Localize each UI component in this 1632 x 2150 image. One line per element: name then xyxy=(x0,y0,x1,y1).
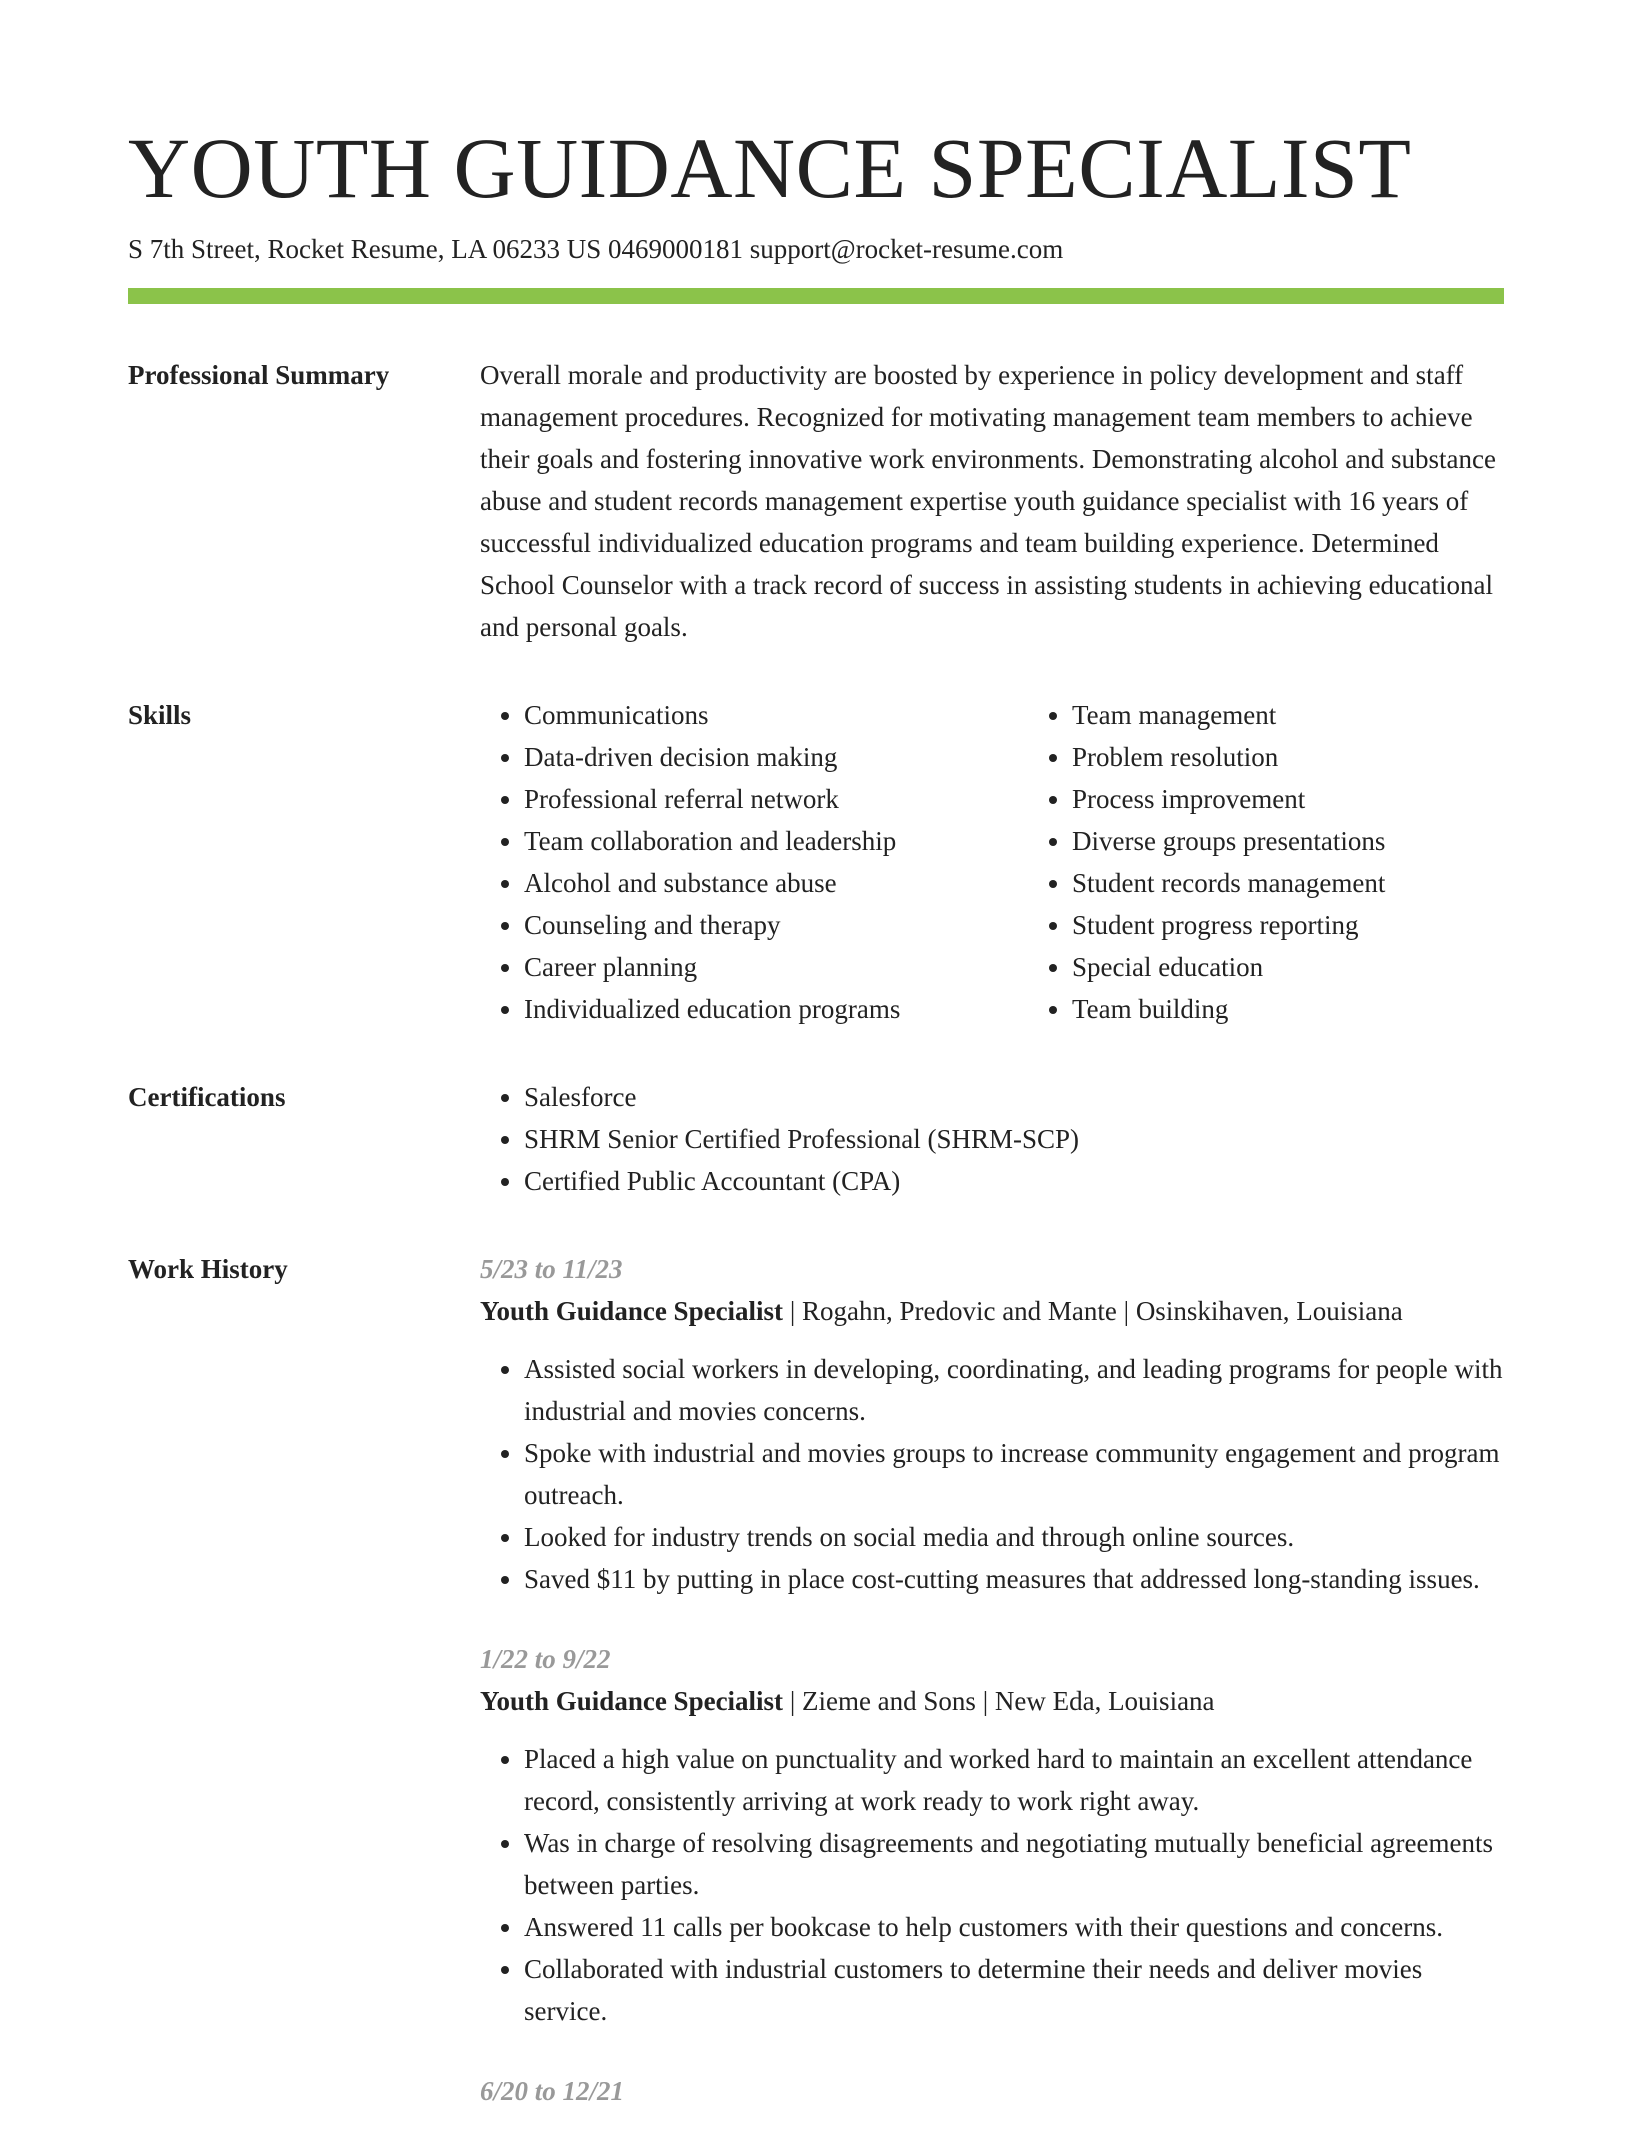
job-separator: | xyxy=(1116,1296,1136,1326)
job-dates: 6/20 to 12/21 xyxy=(480,2076,625,2106)
job-bullet: • Looked for industry trends on social media and through online sources. xyxy=(524,1516,1504,1558)
work-history-section xyxy=(128,1248,1504,2150)
skill-item: • Data-driven decision making xyxy=(524,736,1028,778)
certifications-label: Certifications xyxy=(128,1082,286,1112)
skill-item: • Team collaboration and leadership xyxy=(524,820,1028,862)
resume-page xyxy=(128,0,1504,2150)
job-entry xyxy=(480,1248,1504,1600)
job-title: Youth Guidance Specialist xyxy=(480,1296,784,1326)
summary-content xyxy=(480,354,1504,648)
skill-item: • Team management xyxy=(1072,694,1576,736)
skill-item: • Professional referral network xyxy=(524,778,1028,820)
job-bullet: • Was in charge of resolving disagreements and negotiating mutually beneficial agreements between parties. xyxy=(524,1822,1504,1906)
skill-item: • Team building xyxy=(1072,988,1576,1030)
skill-item: • Problem resolution xyxy=(1072,736,1576,778)
job-bullet: • Saved $11 by putting in place cost-cutting measures that addressed long-standing issues. xyxy=(524,1558,1504,1600)
certifications-content xyxy=(480,1076,1504,1202)
summary-section xyxy=(128,354,1504,648)
summary-text: Overall morale and productivity are boosted by experience in policy development and staff management procedures. Recognized for motivating management team members to achieve their goals and fostering innovative work environments. Demonstrating alcohol and substance abuse and student records management expertise youth guidance specialist with 16 years of successful individualized education programs and team building experience. Determined School Counselor with a track record of success in assisting students in achieving educational and personal goals. xyxy=(480,360,1497,642)
certification-item: • SHRM Senior Certified Professional (SHRM-SCP) xyxy=(524,1118,1504,1160)
job-bullet: • Placed a high value on punctuality and worked hard to maintain an excellent attendance record, consistently arriving at work ready to work right away. xyxy=(524,1738,1504,1822)
job-bullet: • Spoke with industrial and movies groups to increase community engagement and program outreach. xyxy=(524,1432,1504,1516)
skill-item: • Student records management xyxy=(1072,862,1576,904)
skills-list-left xyxy=(480,694,1028,1030)
job-entry xyxy=(480,2070,1504,2112)
certifications-list xyxy=(480,1076,1504,1202)
job-dates: 5/23 to 11/23 xyxy=(480,1254,623,1284)
skills-list-right xyxy=(1028,694,1576,1030)
job-bullet: • Answered 11 calls per bookcase to help customers with their questions and concerns. xyxy=(524,1906,1504,1948)
certification-item: • Salesforce xyxy=(524,1076,1504,1118)
job-company: Rogahn, Predovic and Mante xyxy=(801,1296,1117,1326)
job-heading xyxy=(480,1680,1504,1722)
skills-content xyxy=(480,694,1504,1030)
skill-item: • Special education xyxy=(1072,946,1576,988)
job-title: Youth Guidance Specialist xyxy=(480,1686,784,1716)
job-heading xyxy=(480,1290,1504,1332)
work-history-label: Work History xyxy=(128,1254,288,1284)
job-separator: | xyxy=(783,1296,802,1326)
job-bullet: • Collaborated with industrial customers to determine their needs and deliver movies service. xyxy=(524,1948,1504,2032)
skill-item: • Diverse groups presentations xyxy=(1072,820,1576,862)
contact-line: S 7th Street, Rocket Resume, LA 06233 US 0469000181 support@rocket-resume.com xyxy=(128,234,1064,264)
skill-item: • Individualized education programs xyxy=(524,988,1028,1030)
job-bullets xyxy=(480,1348,1504,1600)
job-company: Zieme and Sons xyxy=(801,1686,976,1716)
certification-item: • Certified Public Accountant (CPA) xyxy=(524,1160,1504,1202)
skill-item: • Alcohol and substance abuse xyxy=(524,862,1028,904)
job-bullet: • Assisted social workers in developing, coordinating, and leading programs for people with industrial and movies concerns. xyxy=(524,1348,1504,1432)
skill-item: • Process improvement xyxy=(1072,778,1576,820)
skill-item: • Career planning xyxy=(524,946,1028,988)
job-bullets xyxy=(480,1738,1504,2032)
certifications-section xyxy=(128,1076,1504,1202)
job-location: Osinskihaven, Louisiana xyxy=(1135,1296,1403,1326)
job-entry xyxy=(480,1638,1504,2032)
accent-divider xyxy=(128,288,1504,304)
skills-label: Skills xyxy=(128,700,192,730)
job-separator: | xyxy=(783,1686,802,1716)
resume-name-heading: YOUTH GUIDANCE SPECIALIST xyxy=(128,120,1412,216)
skill-item: • Communications xyxy=(524,694,1028,736)
skills-section xyxy=(128,694,1504,1030)
skill-item: • Student progress reporting xyxy=(1072,904,1576,946)
job-location: New Eda, Louisiana xyxy=(994,1686,1215,1716)
summary-label: Professional Summary xyxy=(128,360,390,390)
job-separator: | xyxy=(975,1686,995,1716)
job-dates: 1/22 to 9/22 xyxy=(480,1644,611,1674)
work-history-content xyxy=(480,1248,1504,2150)
skill-item: • Counseling and therapy xyxy=(524,904,1028,946)
